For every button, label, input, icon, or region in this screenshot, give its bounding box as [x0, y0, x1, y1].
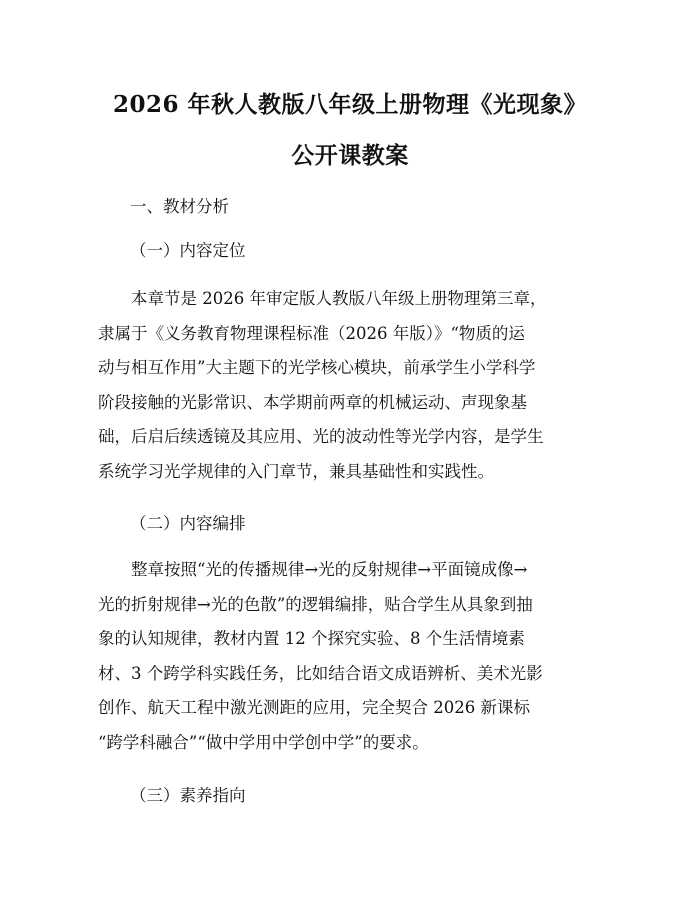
paragraph-line: 本章节是 2026 年审定版人教版八年级上册物理第三章，	[131, 289, 547, 308]
paragraph-line: 隶属于《义务教育物理课程标准（2026 年版）》“物质的运	[98, 323, 525, 343]
section-heading-textbook-analysis: 一、教材分析	[130, 197, 229, 216]
subsection-heading-content-arrangement: （二）内容编排	[130, 514, 246, 533]
paragraph-line: 光的折射规律→光的色散”的逻辑编排，贴合学生从具象到抽	[98, 594, 533, 614]
paragraph-line: “跨学科融合”“做中学用中学创中学”的要求。	[98, 732, 429, 752]
document-title-line-1: 2026 年秋人教版八年级上册物理《光现象》	[112, 91, 588, 118]
subsection-heading-competency-orientation: （三）素养指向	[130, 786, 246, 805]
document-title-line-2: 公开课教案	[291, 142, 409, 169]
paragraph-line: 系统学习光学规律的入门章节，兼具基础性和实践性。	[98, 461, 494, 481]
paragraph-line: 整章按照“光的传播规律→光的反射规律→平面镜成像→	[131, 560, 528, 579]
paragraph-line: 阶段接触的光影常识、本学期前两章的机械运动、声现象基	[98, 392, 527, 412]
subsection-heading-content-positioning: （一）内容定位	[130, 241, 246, 260]
paragraph-line: 动与相互作用”大主题下的光学核心模块，前承学生小学科学	[98, 358, 536, 377]
paragraph-line: 象的认知规律，教材内置 12 个探究实验、8 个生活情境素	[98, 629, 525, 648]
paragraph-line: 创作、航天工程中激光测距的应用，完全契合 2026 新课标	[98, 698, 530, 717]
paragraph-line: 材、3 个跨学科实践任务，比如结合语文成语辨析、美术光影	[98, 663, 543, 683]
paragraph-content-arrangement	[98, 553, 608, 760]
paragraph-content-positioning	[98, 282, 608, 489]
paragraph-line: 础，后启后续透镜及其应用、光的波动性等光学内容，是学生	[98, 427, 544, 446]
